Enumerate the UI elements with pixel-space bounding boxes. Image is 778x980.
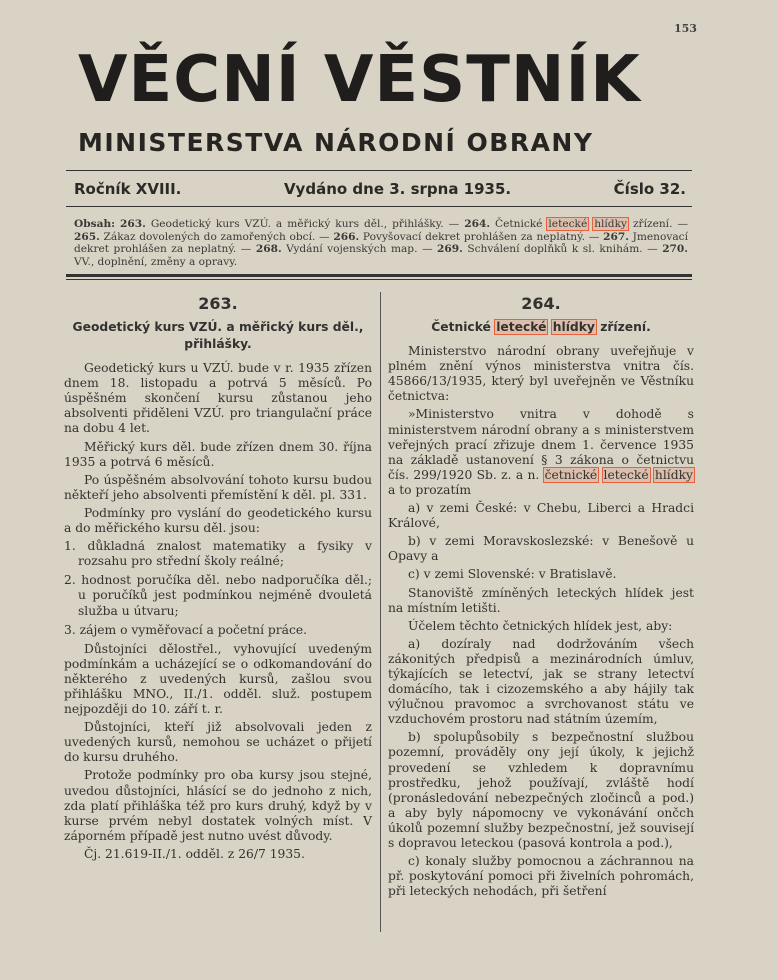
issue-number: Číslo 32. (613, 180, 686, 198)
article-264-paragraph: Ministerstvo národní obrany uveřejňuje v plném znění výnos ministerstva vnitra čís. 45866/13/1935, který byl uveřejněn ve Věstníku četnictva: (388, 344, 694, 404)
table-of-contents (74, 218, 688, 268)
article-263-paragraph: Geodetický kurs u VZÚ. bude v r. 1935 zřízen dnem 18. listopadu a potrvá 5 měsíců. Po úspěšném skončení kursu zůstanou jeho absolventi přiděleni VZÚ. pro triangulační práce na dobu 4 let. (64, 361, 372, 436)
article-264-paragraph: c) v zemi Slovenské: v Bratislavě. (408, 567, 617, 582)
header-rule-top (66, 170, 692, 171)
article-264-number: 264. (521, 294, 561, 313)
toc-268-number: 268. (255, 243, 282, 255)
article-263-paragraph: Po úspěšném absolvování tohoto kursu budou někteří jeho absolventi přemístění k děl. pl. 331. (64, 472, 372, 502)
toc-263-number: 263. (120, 218, 146, 230)
condition-item: 3. zájem o vyměřovací a početní práce. (64, 622, 308, 637)
toc-270-number: 270. (662, 243, 688, 255)
article-264 (388, 296, 694, 902)
toc-264-number: 264. (464, 218, 491, 230)
toc-264-title-b: zřízení. — (632, 218, 688, 230)
highlight-hlidky: hlídky (552, 320, 595, 335)
toc-266-number: 266. (333, 230, 360, 243)
toc-265-number: 265. (74, 230, 100, 243)
condition-item: 2. hodnost poručíka děl. nebo nadporučíka děl.; u poručíků jest podmínkou nejméně dvouletá služba u útvaru; (64, 573, 372, 618)
article-264-paragraph: a) v zemi České: v Chebu, Liberci a Hradci Králové, (388, 501, 694, 531)
article-263-paragraph: Důstojníci dělostřel., vyhovující uvedeným podmínkám a ucházející se o odkomandování do některého z uvedených kursů, zašlou svou přihlášku MNO., II./1. odděl. služ. postupem nejpozději do 10. září t. r. (64, 641, 372, 717)
issue-meta-line (74, 180, 686, 198)
highlight-letecke: letecké (548, 218, 588, 230)
article-264-paragraph: Účelem těchto četnických hlídek jest, aby: (408, 618, 673, 633)
page-number: 153 (674, 22, 697, 35)
article-263-number: 263. (198, 294, 238, 313)
decree-text: »Ministerstvo vnitra v dohodě s ministerstvem národní obrany a s ministerstvem veřejných prací zřizuje dnem 1. července 1935 na základě ustanovení § 3 zákona o četnictvu čís. 299/1920 Sb. z. a n. (388, 407, 694, 482)
toc-270-title: VV., doplnění, změny a opravy. (74, 255, 238, 268)
article-263-paragraph: Důstojníci, kteří již absolvovali jeden z uvedených kursů, nemohou se ucházet o přijetí do kursu druhého. (64, 720, 372, 765)
article-263 (64, 296, 372, 865)
article-263-paragraph: Podmínky pro vyslání do geodetického kursu a do měřického kursu děl. jsou: (64, 505, 372, 536)
article-264-paragraph: b) v zemi Moravskoslezské: v Benešově u Opavy a (388, 534, 694, 564)
article-264-paragraph: a) dozíraly nad dodržováním všech zákonitých předpisů a mezinárodních úmluv, týkajících se letectví, jak se strany letectví domácího, tak i cizozemského a aby hájily tak výlučnou pravomoc a svrchovanost státu ve vzduchovém prostoru nad státním územím, (388, 636, 694, 727)
article-263-paragraph: Protože podmínky pro oba kursy jsou stejné, uvedou důstojníci, hlásící se do jednoho z nich, zda platí přihláška též pro kurs druhý, když by v kurse prvém nebyl dostatek volných míst. V záporném případě jest nutno uvést důvody. (64, 768, 372, 843)
article-264-title-b: zřízení. (600, 320, 651, 335)
article-264-paragraph (388, 407, 694, 498)
article-264-paragraph: c) konaly služby pomocnou a záchrannou na př. poskytování pomoci při živelních pohromách, při leteckých nehodách, při šetření (388, 854, 694, 899)
highlight-letecke: letecké (496, 320, 547, 335)
volume-label: Ročník XVIII. (74, 180, 182, 198)
decree-text-end: a to prozatím (388, 482, 471, 497)
toc-264-title-a: Četnické (494, 218, 543, 230)
journal-title: VĚCNÍ VĚSTNÍK (78, 43, 641, 117)
toc-267-number: 267. (603, 230, 629, 243)
highlight-hlidky: hlídky (654, 467, 693, 482)
issue-date: Vydáno dne 3. srpna 1935. (283, 180, 512, 198)
journal-subtitle: MINISTERSTVA NÁRODNÍ OBRANY (78, 128, 594, 157)
toc-269-number: 269. (437, 243, 463, 255)
toc-265-title: Zákaz dovolených do zamořených obcí. — (103, 230, 330, 243)
article-264-title-a: Četnické (431, 320, 491, 335)
article-263-title: Geodetický kurs VZÚ. a měřický kurs děl., přihlášky. (72, 320, 364, 352)
contents-label: Obsah: (74, 218, 116, 230)
toc-266-title: Povyšovací dekret prohlášen za neplatný. — (362, 230, 600, 243)
toc-263-title: Geodetický kurs VZÚ. a měřický kurs děl., přihlášky. — (150, 218, 460, 230)
contents-rule-1 (66, 274, 692, 277)
condition-item: 1. důkladná znalost matematiky a fysiky v rozsahu pro střední školy reálné; (64, 539, 372, 569)
article-264-title (388, 319, 694, 336)
toc-268-title: Vydání vojenských map. — (286, 243, 433, 255)
highlight-hlidky: hlídky (594, 218, 627, 230)
highlight-letecke: letecké (603, 467, 649, 482)
article-264-paragraph: Stanoviště zmíněných leteckých hlídek jest na místním letišti. (388, 585, 694, 615)
article-264-paragraph: b) spolupůsobily s bezpečnostní službou pozemní, prováděly ony její úkoly, k jejichž provedení se vzhledem k dopravnímu prostředku, jehož používají, zvláště hodí (pronásledování nebezpečných zločinců a pod.) a aby byly nápomocny ve vykonávání ončch úkolů pozemní služby bezpečnostní, jež souvisejí s dopravou leteckou (pasová kontrola a pod.), (388, 730, 694, 850)
conditions-list (64, 539, 372, 638)
article-263-reference: Čj. 21.619-II./1. odděl. z 26/7 1935. (84, 846, 305, 861)
highlight-cetnicke: četnické (544, 467, 598, 482)
column-divider (380, 292, 381, 932)
article-263-paragraph: Měřický kurs děl. bude zřízen dnem 30. října 1935 a potrvá 6 měsíců. (64, 439, 372, 469)
contents-rule-2 (66, 279, 692, 280)
toc-267-title: Jmenovací dekret prohlášen za neplatný. — (74, 230, 688, 255)
header-rule-bottom (66, 206, 692, 207)
toc-269-title: Schválení doplňků k sl. knihám. — (467, 243, 658, 255)
